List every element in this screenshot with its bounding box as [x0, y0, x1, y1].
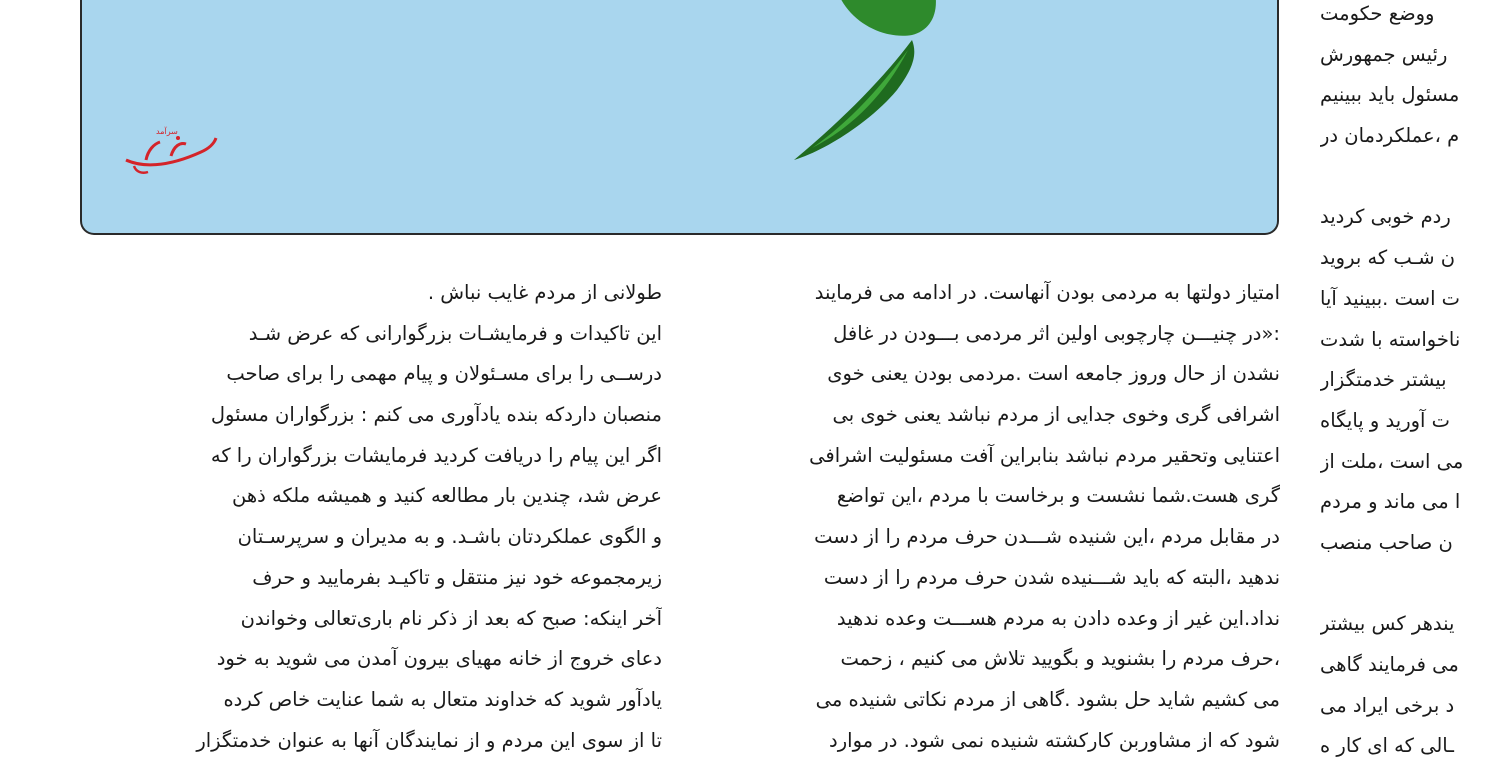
text-line: درســی را برای مسـئولان و پیام مهمی را برای صاحب: [226, 362, 662, 386]
text-line: ووضع حکومت: [1320, 2, 1435, 25]
text-line: ـالی که ای کار ه: [1320, 734, 1454, 758]
text-line: مسئول باید ببینیم: [1320, 83, 1460, 107]
text-line: :«در چنیـــن چارچوبی اولین اثر مردمی بـــودن در غافل: [833, 321, 1280, 345]
text-line: اشرافی گری وخوی جدایی از مردم نباشد یعنی خوی بی: [832, 403, 1280, 427]
text-line: رئیس جمهورش: [1320, 42, 1448, 66]
text-line: می فرمایند گاهی: [1320, 653, 1459, 676]
brand-logo-glyph: [116, 122, 226, 182]
text-line: منصبان داردکه بنده یادآوری می کنم : بزرگواران مسئول: [210, 403, 662, 427]
text-line: بیشتر خدمتگزار: [1320, 368, 1447, 392]
brand-logo: [116, 122, 226, 182]
text-line: نشدن از حال وروز جامعه است .مردمی بودن یعنی خوی: [827, 362, 1280, 386]
leaf-shape-lower: [794, 40, 914, 160]
text-line: تا از سوی این مردم و از نمایندگان آنها به عنوان خدمتگزار: [196, 728, 662, 752]
text-line: این تاکیدات و فرمایشـات بزرگوارانی که عرض شـد: [248, 321, 662, 345]
text-line: م ،عملکردمان در: [1320, 124, 1460, 148]
text-line: شود که از مشاوربن کارکشته شنیده نمی شود. در موارد: [829, 728, 1280, 752]
text-line: در مقابل مردم ،این شنیده شـــدن حرف مردم را از دست: [814, 525, 1280, 549]
brand-logo-text: سرآمد: [156, 127, 178, 136]
text-line: عرض شد، چندین بار مطالعه کنید و همیشه ملکه ذهن: [232, 484, 662, 508]
text-line: ردم خوبی کردید: [1320, 205, 1451, 229]
leaf-shape-upper: [834, 0, 936, 36]
text-line: دعای خروج از خانه مهیای بیرون آمدن می شوید به خود: [216, 647, 662, 671]
text-line: گری هست.شما نشست و برخاست با مردم ،این تواضع: [836, 484, 1280, 508]
text-line: نداد.این غیر از وعده دادن به مردم هســـت وعده ندهید: [836, 606, 1280, 630]
text-line: یادآور شوید که خداوند متعال به شما عنایت خاص کرده: [223, 687, 662, 711]
text-line: امتیاز دولتها به مردمی بودن آنهاست. در ادامه می فرمایند: [814, 281, 1280, 304]
text-line: ت است .ببینید آیا: [1320, 286, 1461, 310]
text-line: ا می ماند و مردم: [1320, 490, 1461, 514]
text-line: اگر این پیام را دریافت کردید فرمایشات بزرگواران را که: [210, 443, 662, 467]
text-line: طولانی از مردم غایب نباش .: [427, 281, 662, 304]
text-line: د برخی ایراد می: [1320, 693, 1455, 717]
page-edge: [1494, 0, 1500, 749]
text-line: اعتنایی وتحقیر مردم نباشد بنابراین آفت مسئولیت اشرافی: [809, 443, 1280, 467]
left-text-column: [92, 273, 662, 761]
text-line: ندهید ،البته که باید شـــنیده شدن حرف مردم را از دست: [823, 565, 1280, 589]
text-line: ،حرف مردم را بشنوید و بگویید تلاش می کنیم ، زحمت: [840, 647, 1280, 671]
leaf-illustration: [82, 0, 1279, 235]
text-line: می است ،ملت از: [1320, 449, 1464, 473]
text-line: ت آورید و پایگاه: [1320, 408, 1451, 432]
text-line: و الگوی عملکردتان باشـد. و به مدیران و سرپرسـتان: [237, 525, 662, 549]
paragraph-gap: [1320, 564, 1500, 605]
text-line: ن صاحب منصب: [1320, 530, 1453, 554]
text-line: ن شـب که بروید: [1320, 246, 1456, 270]
text-line: زیرمجموعه خود نیز منتقل و تاکیـد بفرمایید و حرف: [252, 565, 662, 589]
right-text-column: [1320, 0, 1500, 767]
middle-text-column: [708, 273, 1280, 761]
text-line: می کشیم شاید حل بشود .گاهی از مردم نکاتی شنیده می: [815, 687, 1280, 711]
text-line: آخر اینکه: صبح که بعد از ذکر نام باری‌تعالی وخواندن: [240, 606, 662, 630]
paragraph-gap: [1320, 157, 1500, 198]
text-line: ناخواسته با شدت: [1320, 327, 1461, 351]
header-illustration-banner: [80, 0, 1279, 235]
text-line: یندهر کس بیشتر: [1320, 612, 1455, 636]
